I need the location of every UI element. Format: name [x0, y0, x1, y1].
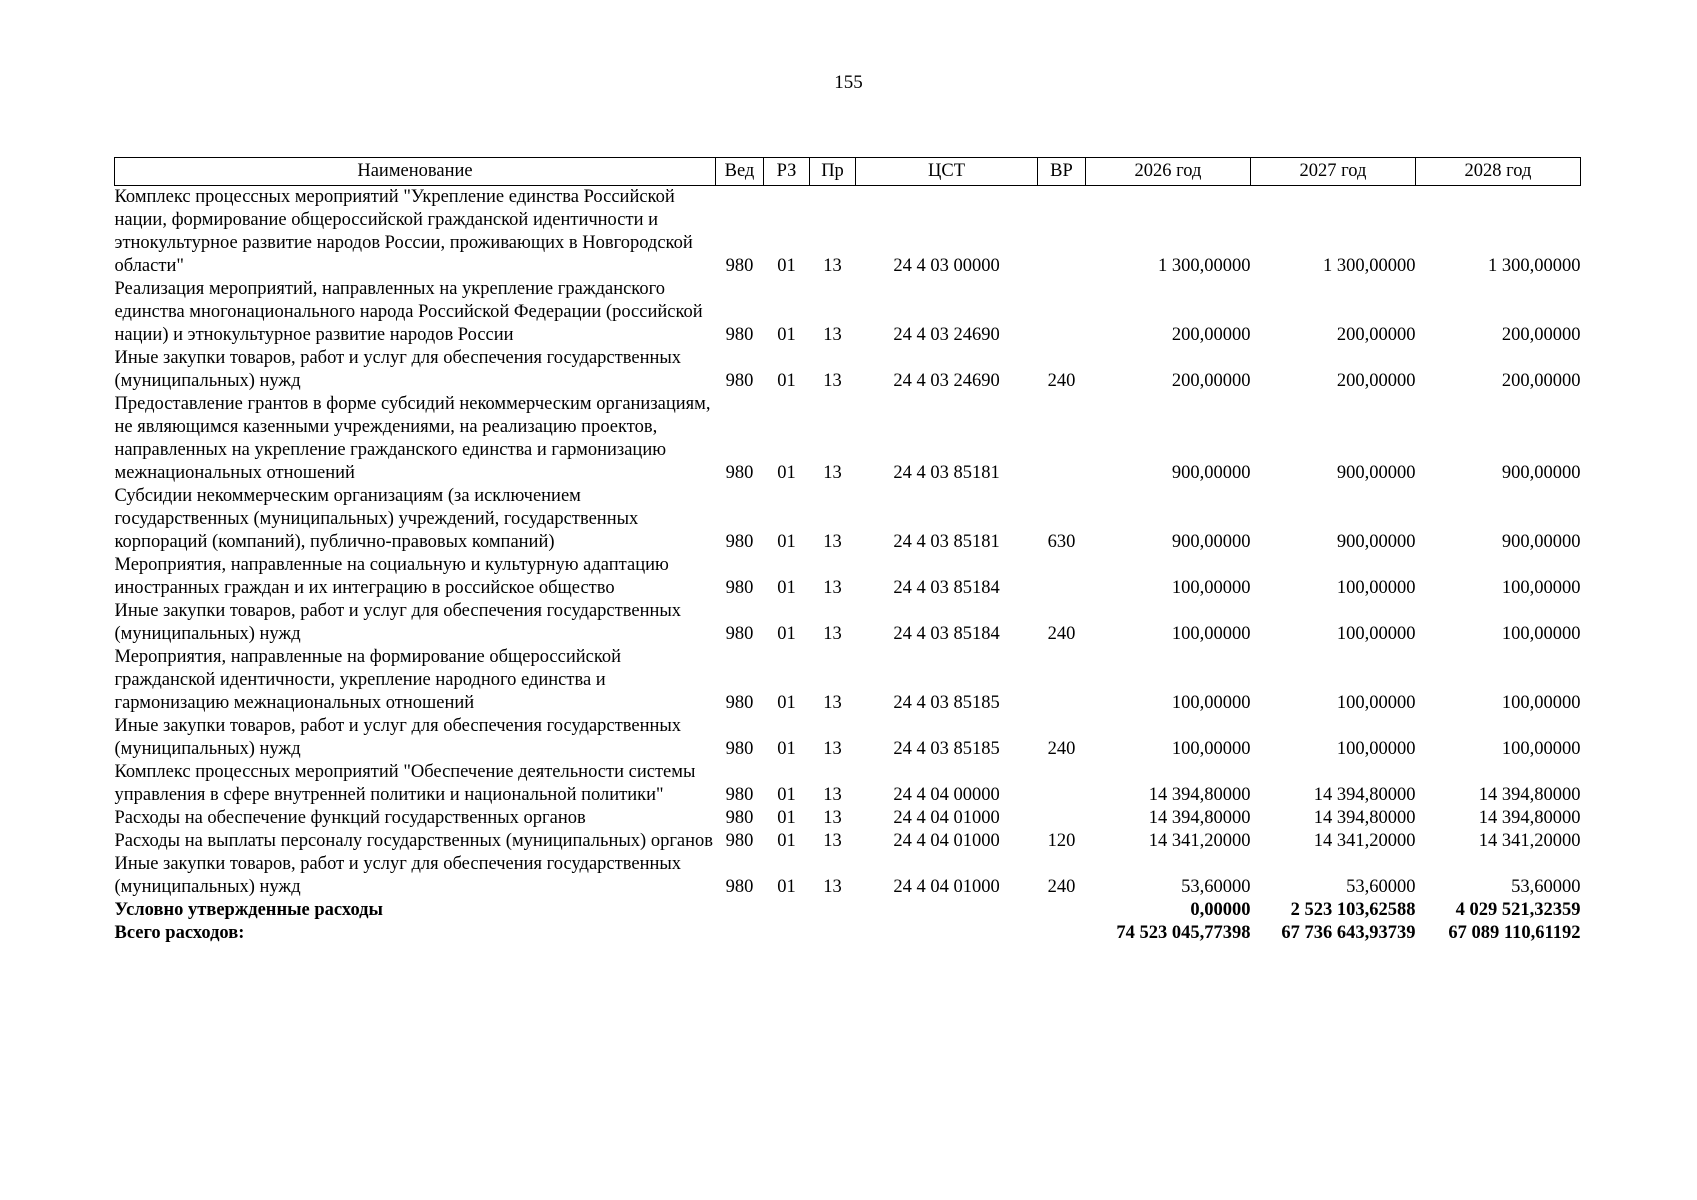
row-2028: 900,00000 — [1501, 532, 1581, 552]
row-pr: 13 — [823, 739, 842, 759]
row-2027: 100,00000 — [1336, 578, 1416, 598]
row-2027: 53,60000 — [1346, 877, 1416, 897]
row-vr: 630 — [1047, 532, 1076, 552]
row-pr: 13 — [823, 808, 842, 828]
row-2028: 100,00000 — [1501, 624, 1581, 644]
row-2026: 14 394,80000 — [1148, 808, 1251, 828]
row-ved: 980 — [725, 739, 754, 759]
table-row — [115, 600, 1581, 646]
header-2028: 2028 год — [1416, 158, 1581, 186]
header-vr: ВР — [1038, 158, 1086, 186]
table-row — [115, 761, 1581, 807]
row-name: Мероприятия, направленные на социальную и культурную адаптацию иностранных граждан и их интеграцию в российское общество — [114, 555, 669, 598]
row-cst: 24 4 04 01000 — [893, 831, 1000, 851]
table-row — [115, 347, 1581, 393]
row-ved: 980 — [725, 532, 754, 552]
row-2028: 100,00000 — [1501, 693, 1581, 713]
row-ved: 980 — [725, 624, 754, 644]
row-name: Иные закупки товаров, работ и услуг для обеспечения государственных (муниципальных) нужд — [114, 601, 682, 644]
table-row — [115, 278, 1581, 347]
row-rz: 01 — [777, 578, 796, 598]
header-2026: 2026 год — [1086, 158, 1251, 186]
row-2026: 100,00000 — [1171, 624, 1251, 644]
row-2027: 900,00000 — [1336, 463, 1416, 483]
row-name: Мероприятия, направленные на формирование общероссийской гражданской идентичности, укрепление народного единства и гармонизацию межнациональных отношений — [114, 647, 622, 713]
header-rz: РЗ — [764, 158, 810, 186]
row-name: Расходы на выплаты персоналу государственных (муниципальных) органов — [114, 831, 714, 851]
table-row — [115, 393, 1581, 485]
row-rz: 01 — [777, 325, 796, 345]
row-name: Субсидии некоммерческим организациям (за исключением государственных (муниципальных) учреждений, государственных корпораций (компаний), публично-правовых компаний) — [114, 486, 639, 552]
table-row — [115, 830, 1581, 853]
row-rz: 01 — [777, 739, 796, 759]
row-ved: 980 — [725, 877, 754, 897]
row-ved: 980 — [725, 808, 754, 828]
row-2027: 100,00000 — [1336, 693, 1416, 713]
row-vr: 120 — [1047, 831, 1076, 851]
row-pr: 13 — [823, 463, 842, 483]
row-pr: 13 — [823, 256, 842, 276]
row-cst: 24 4 03 85185 — [893, 693, 1000, 713]
row-ved: 980 — [725, 463, 754, 483]
row-pr: 13 — [823, 693, 842, 713]
row-vr: 240 — [1047, 877, 1076, 897]
conditional-2027: 2 523 103,62588 — [1290, 900, 1416, 920]
row-vr — [1038, 807, 1086, 830]
table-row — [115, 554, 1581, 600]
row-ved: 980 — [725, 693, 754, 713]
header-ved: Вед — [716, 158, 764, 186]
row-vr: 240 — [1047, 739, 1076, 759]
total-2028: 67 089 110,61192 — [1448, 923, 1581, 943]
row-2026: 200,00000 — [1171, 325, 1251, 345]
row-2027: 200,00000 — [1336, 371, 1416, 391]
row-2028: 1 300,00000 — [1488, 256, 1581, 276]
table-header-row — [115, 158, 1581, 186]
row-2026: 14 394,80000 — [1148, 785, 1251, 805]
row-rz: 01 — [777, 371, 796, 391]
header-pr: Пр — [810, 158, 856, 186]
row-cst: 24 4 03 85184 — [893, 578, 1000, 598]
row-vr: 240 — [1047, 624, 1076, 644]
row-cst: 24 4 03 24690 — [893, 371, 1000, 391]
row-2027: 1 300,00000 — [1323, 256, 1416, 276]
conditional-expenses-row — [115, 899, 1581, 922]
row-2028: 100,00000 — [1501, 578, 1581, 598]
row-2027: 14 341,20000 — [1313, 831, 1416, 851]
row-cst: 24 4 04 01000 — [893, 808, 1000, 828]
row-name: Иные закупки товаров, работ и услуг для обеспечения государственных (муниципальных) нужд — [114, 716, 682, 759]
row-2026: 900,00000 — [1171, 463, 1251, 483]
row-2026: 100,00000 — [1171, 578, 1251, 598]
row-cst: 24 4 03 00000 — [893, 256, 1000, 276]
row-rz: 01 — [777, 877, 796, 897]
row-2028: 14 394,80000 — [1478, 785, 1581, 805]
row-pr: 13 — [823, 785, 842, 805]
table-row — [115, 853, 1581, 899]
row-cst: 24 4 03 85184 — [893, 624, 1000, 644]
row-2027: 100,00000 — [1336, 624, 1416, 644]
row-rz: 01 — [777, 808, 796, 828]
row-name: Предоставление грантов в форме субсидий некоммерческим организациям, не являющимся казенными учреждениями, на реализацию проектов, направленных на укрепление гражданского единства и гармонизацию межнациональных отношений — [114, 394, 711, 483]
row-pr: 13 — [823, 877, 842, 897]
row-vr — [1038, 186, 1086, 279]
row-name: Комплекс процессных мероприятий "Обеспечение деятельности системы управления в сфере внутренней политики и национальной политики" — [114, 762, 696, 805]
row-2028: 200,00000 — [1501, 371, 1581, 391]
row-2027: 200,00000 — [1336, 325, 1416, 345]
total-expenses-row — [115, 922, 1581, 945]
row-rz: 01 — [777, 624, 796, 644]
total-2027: 67 736 643,93739 — [1281, 923, 1416, 943]
row-name: Иные закупки товаров, работ и услуг для обеспечения государственных (муниципальных) нужд — [114, 348, 682, 391]
row-pr: 13 — [823, 578, 842, 598]
table-row — [115, 186, 1581, 279]
row-2027: 14 394,80000 — [1313, 785, 1416, 805]
row-rz: 01 — [777, 785, 796, 805]
page-number: 155 — [834, 72, 863, 93]
row-rz: 01 — [777, 831, 796, 851]
row-2027: 14 394,80000 — [1313, 808, 1416, 828]
row-2026: 1 300,00000 — [1158, 256, 1251, 276]
header-2027: 2027 год — [1251, 158, 1416, 186]
row-2028: 14 341,20000 — [1478, 831, 1581, 851]
row-ved: 980 — [725, 831, 754, 851]
row-vr — [1038, 646, 1086, 715]
conditional-2026: 0,00000 — [1190, 900, 1251, 920]
conditional-2028: 4 029 521,32359 — [1455, 900, 1581, 920]
row-vr — [1038, 554, 1086, 600]
header-name: Наименование — [115, 158, 716, 186]
row-vr: 240 — [1047, 371, 1076, 391]
table-row — [115, 807, 1581, 830]
row-rz: 01 — [777, 532, 796, 552]
row-name: Расходы на обеспечение функций государственных органов — [114, 808, 586, 828]
row-pr: 13 — [823, 325, 842, 345]
table-row — [115, 485, 1581, 554]
row-cst: 24 4 04 00000 — [893, 785, 1000, 805]
row-rz: 01 — [777, 693, 796, 713]
row-cst: 24 4 03 85181 — [893, 463, 1000, 483]
row-2027: 900,00000 — [1336, 532, 1416, 552]
row-2026: 100,00000 — [1171, 693, 1251, 713]
row-ved: 980 — [725, 256, 754, 276]
row-pr: 13 — [823, 371, 842, 391]
row-vr — [1038, 278, 1086, 347]
row-cst: 24 4 03 85181 — [893, 532, 1000, 552]
row-pr: 13 — [823, 831, 842, 851]
header-cst: ЦСТ — [856, 158, 1038, 186]
table-row — [115, 646, 1581, 715]
row-ved: 980 — [725, 578, 754, 598]
row-ved: 980 — [725, 785, 754, 805]
row-rz: 01 — [777, 463, 796, 483]
total-2026: 74 523 045,77398 — [1116, 923, 1251, 943]
row-ved: 980 — [725, 371, 754, 391]
row-cst: 24 4 03 85185 — [893, 739, 1000, 759]
table-row — [115, 715, 1581, 761]
row-2028: 100,00000 — [1501, 739, 1581, 759]
row-cst: 24 4 03 24690 — [893, 325, 1000, 345]
expenditure-table — [114, 157, 1581, 945]
row-vr — [1038, 761, 1086, 807]
row-pr: 13 — [823, 532, 842, 552]
row-rz: 01 — [777, 256, 796, 276]
row-name: Реализация мероприятий, направленных на укрепление гражданского единства многонационального народа Российской Федерации (российской нации) и этнокультурное развитие народов России — [114, 279, 703, 345]
row-2028: 53,60000 — [1511, 877, 1581, 897]
row-pr: 13 — [823, 624, 842, 644]
row-ved: 980 — [725, 325, 754, 345]
row-name: Комплекс процессных мероприятий "Укрепление единства Российской нации, формирование общероссийской гражданской идентичности и этнокультурное развитие народов России, проживающих в Новгородской области" — [114, 187, 693, 276]
row-cst: 24 4 04 01000 — [893, 877, 1000, 897]
row-vr — [1038, 393, 1086, 485]
row-name: Иные закупки товаров, работ и услуг для обеспечения государственных (муниципальных) нужд — [114, 854, 682, 897]
row-2028: 14 394,80000 — [1478, 808, 1581, 828]
row-2027: 100,00000 — [1336, 739, 1416, 759]
total-expenses-label: Всего расходов: — [114, 923, 245, 943]
row-2026: 900,00000 — [1171, 532, 1251, 552]
row-2028: 200,00000 — [1501, 325, 1581, 345]
row-2026: 14 341,20000 — [1148, 831, 1251, 851]
row-2026: 53,60000 — [1181, 877, 1251, 897]
row-2026: 100,00000 — [1171, 739, 1251, 759]
conditional-expenses-label: Условно утвержденные расходы — [114, 900, 383, 920]
row-2028: 900,00000 — [1501, 463, 1581, 483]
row-2026: 200,00000 — [1171, 371, 1251, 391]
